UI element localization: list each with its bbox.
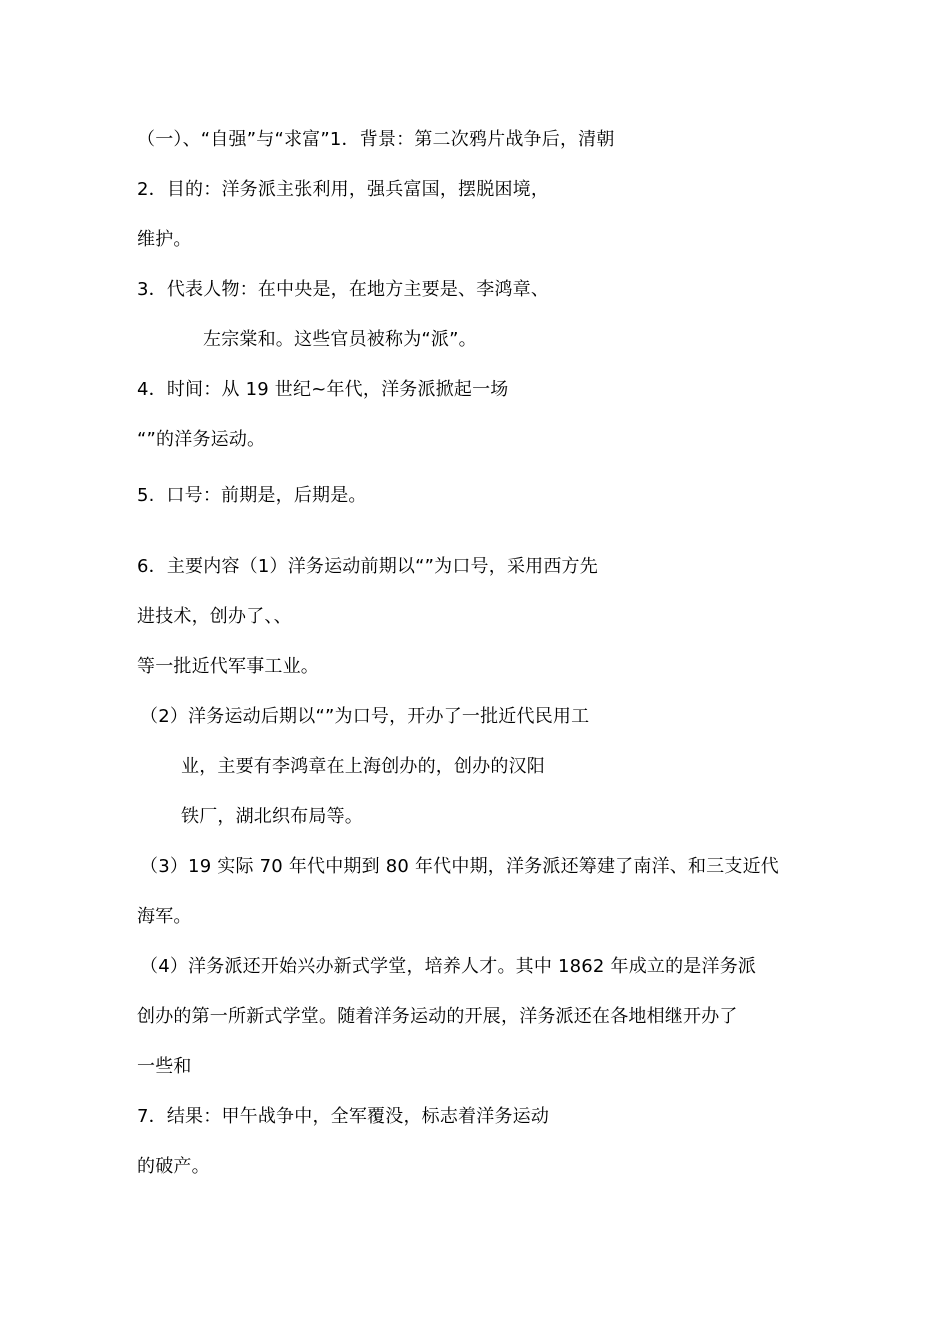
text-line: （2）洋务运动后期以“”为口号，开办了一批近代民用工 [140, 706, 590, 727]
text-line: 的破产。 [137, 1156, 210, 1177]
text-line: 等一批近代军事工业。 [137, 656, 319, 677]
text-line: 海军。 [137, 906, 192, 927]
text-line: 5. 口号：前期是，后期是。 [137, 485, 367, 506]
text-line: 4．时间：从 19 世纪~年代，洋务派掀起一场 [137, 379, 509, 400]
text-line: 维护。 [137, 229, 192, 250]
text-line: 3．代表人物：在中央是，在地方主要是、李鸿章、 [137, 279, 550, 300]
text-line: 2．目的：洋务派主张利用，强兵富国，摆脱困境， [137, 179, 550, 200]
text-line: 业，主要有李鸿章在上海创办的，创办的汉阳 [181, 756, 545, 777]
text-line: 一些和 [137, 1056, 192, 1077]
text-line: 6．主要内容（1）洋务运动前期以“”为口号，采用西方先 [137, 556, 598, 577]
text-line: （一）、“自强”与“求富”1．背景：第二次鸦片战争后，清朝 [137, 129, 615, 150]
text-line: （3）19 实际 70 年代中期到 80 年代中期，洋务派还筹建了南洋、和三支近代 [140, 856, 779, 877]
text-line: 7．结果：甲午战争中，全军覆没，标志着洋务运动 [137, 1106, 550, 1127]
text-line: 铁厂，湖北织布局等。 [181, 806, 363, 827]
text-line: 左宗棠和。这些官员被称为“派”。 [203, 329, 477, 350]
text-line: “”的洋务运动。 [137, 429, 266, 450]
text-line: 创办的第一所新式学堂。随着洋务运动的开展，洋务派还在各地相继开办了 [137, 1006, 738, 1027]
text-line: （4）洋务派还开始兴办新式学堂，培养人才。其中 1862 年成立的是洋务派 [140, 956, 757, 977]
text-line: 进技术，创办了、、 [137, 606, 292, 627]
